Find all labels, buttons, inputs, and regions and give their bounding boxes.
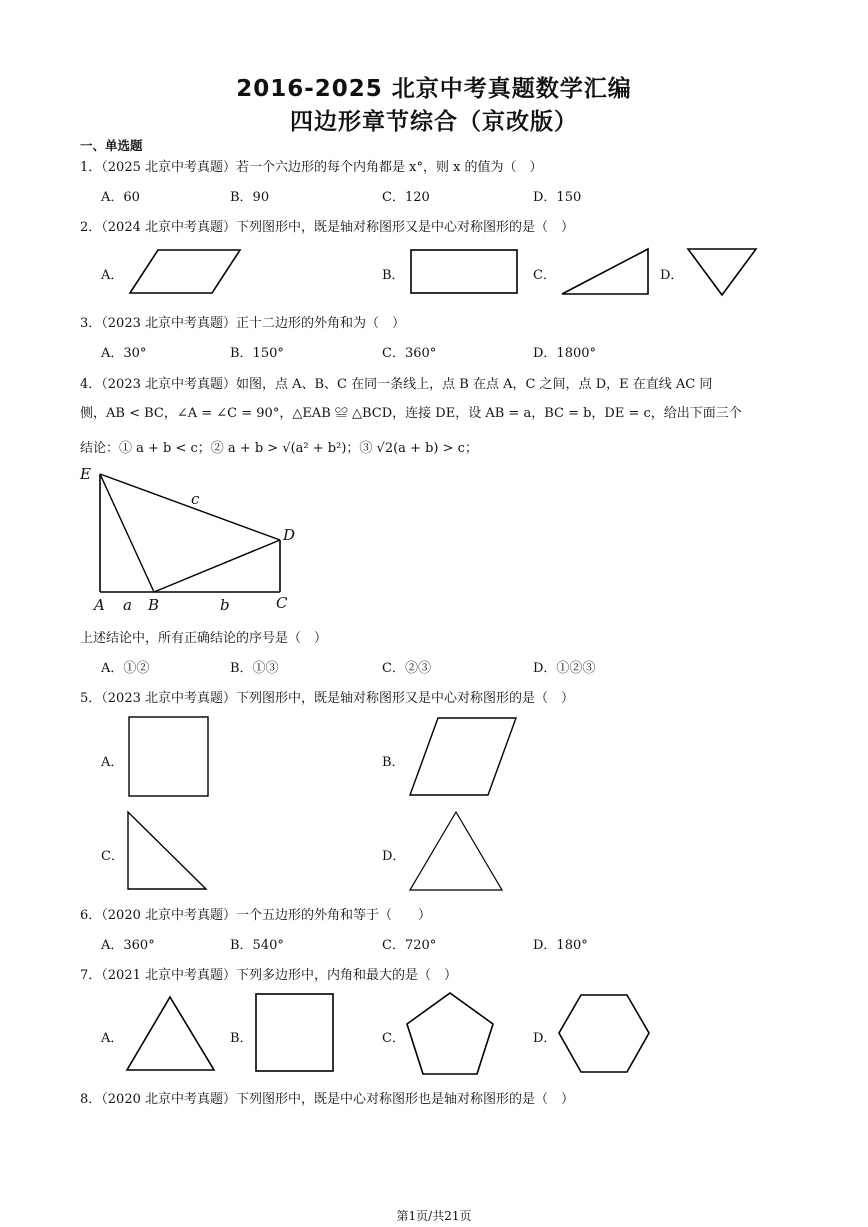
page-title-line1: 2016-2025 北京中考真题数学汇编 (236, 76, 632, 102)
q6-option-d: D．180° (533, 938, 588, 953)
q7-label-a: A． (101, 1031, 124, 1046)
q3-option-c: C．360° (382, 346, 437, 361)
q7-shape-square (255, 993, 335, 1073)
q4-label-C: C (276, 594, 288, 612)
q4-geometry-figure (78, 462, 308, 618)
q6-option-c: C．720° (382, 938, 437, 953)
question-3: 3．（2023 北京中考真题）正十二边形的外角和为（ ） (80, 316, 405, 331)
q4-option-a: A．①② (101, 661, 150, 676)
q4-option-d: D．①②③ (533, 661, 596, 676)
q2-label-d: D． (660, 268, 684, 283)
q5-shape-parallelogram (408, 716, 520, 798)
q5-label-c: C． (101, 849, 124, 864)
q4-label-a: a (123, 596, 132, 614)
q5-label-a: A． (101, 755, 124, 770)
question-2: 2．（2024 北京中考真题）下列图形中，既是轴对称图形又是中心对称图形的是（ ） (80, 220, 574, 235)
question-6: 6．（2020 北京中考真题）一个五边形的外角和等于（ ） (80, 908, 431, 923)
q2-shape-right-triangle (560, 247, 652, 297)
question-4-line2: 侧，AB < BC，∠A = ∠C = 90°，△EAB ≌ △BCD，连接 DE，设 AB = a，BC = b，DE = c，给出下面三个 (80, 406, 742, 421)
q4-option-b: B．①③ (230, 661, 279, 676)
q2-shape-parallelogram (128, 248, 244, 296)
q7-label-d: D． (533, 1031, 557, 1046)
q4-label-D: D (283, 526, 296, 544)
question-1: 1．（2025 北京中考真题）若一个六边形的每个内角都是 x°，则 x 的值为（ ） (80, 160, 543, 175)
q3-option-a: A．30° (101, 346, 147, 361)
q2-label-c: C． (533, 268, 556, 283)
q7-shape-hexagon (557, 993, 651, 1075)
page-title-line2: 四边形章节综合（京改版） (290, 109, 578, 135)
q2-shape-rectangle (410, 249, 520, 295)
q4-label-B: B (148, 596, 160, 614)
q5-label-d: D． (382, 849, 406, 864)
q3-option-d: D．1800° (533, 346, 597, 361)
question-7: 7．（2021 北京中考真题）下列多边形中，内角和最大的是（ ） (80, 968, 457, 983)
question-8: 8．（2020 北京中考真题）下列图形中，既是中心对称图形也是轴对称图形的是（ ） (80, 1092, 574, 1107)
q4-label-A: A (94, 596, 105, 614)
q4-label-E: E (80, 465, 91, 483)
question-4-line1: 4．（2023 北京中考真题）如图，点 A、B、C 在同一条线上，点 B 在点 A，C 之间，点 D，E 在直线 AC 同 (80, 377, 713, 392)
q2-label-b: B． (382, 268, 405, 283)
q5-shape-square (128, 716, 210, 798)
q1-option-c: C．120 (382, 190, 430, 205)
q6-option-b: B．540° (230, 938, 284, 953)
q2-label-a: A． (101, 268, 124, 283)
question-4-prompt: 上述结论中，所有正确结论的序号是（ ） (80, 631, 328, 646)
q7-shape-pentagon (405, 991, 495, 1077)
q4-option-c: C．②③ (382, 661, 431, 676)
q7-shape-triangle (125, 994, 217, 1074)
q5-shape-right-triangle (126, 810, 210, 892)
section-heading: 一、单选题 (80, 138, 143, 153)
q5-shape-equilateral-triangle (408, 810, 506, 894)
q5-label-b: B． (382, 755, 405, 770)
q1-option-b: B．90 (230, 190, 270, 205)
question-5: 5．（2023 北京中考真题）下列图形中，既是轴对称图形又是中心对称图形的是（ ） (80, 691, 574, 706)
q4-label-b: b (220, 596, 230, 614)
q2-shape-inverted-triangle (686, 246, 760, 298)
q6-option-a: A．360° (101, 938, 155, 953)
q4-label-c: c (191, 490, 200, 508)
q7-label-c: C． (382, 1031, 405, 1046)
q3-option-b: B．150° (230, 346, 284, 361)
q1-option-d: D．150 (533, 190, 582, 205)
page-footer: 第1页/共21页 (396, 1209, 472, 1223)
q7-label-b: B． (230, 1031, 253, 1046)
q1-option-a: A．60 (101, 190, 140, 205)
question-4-line3: 结论：① a + b < c；② a + b > √(a² + b²)；③ √2(a + b) > c； (80, 441, 478, 456)
